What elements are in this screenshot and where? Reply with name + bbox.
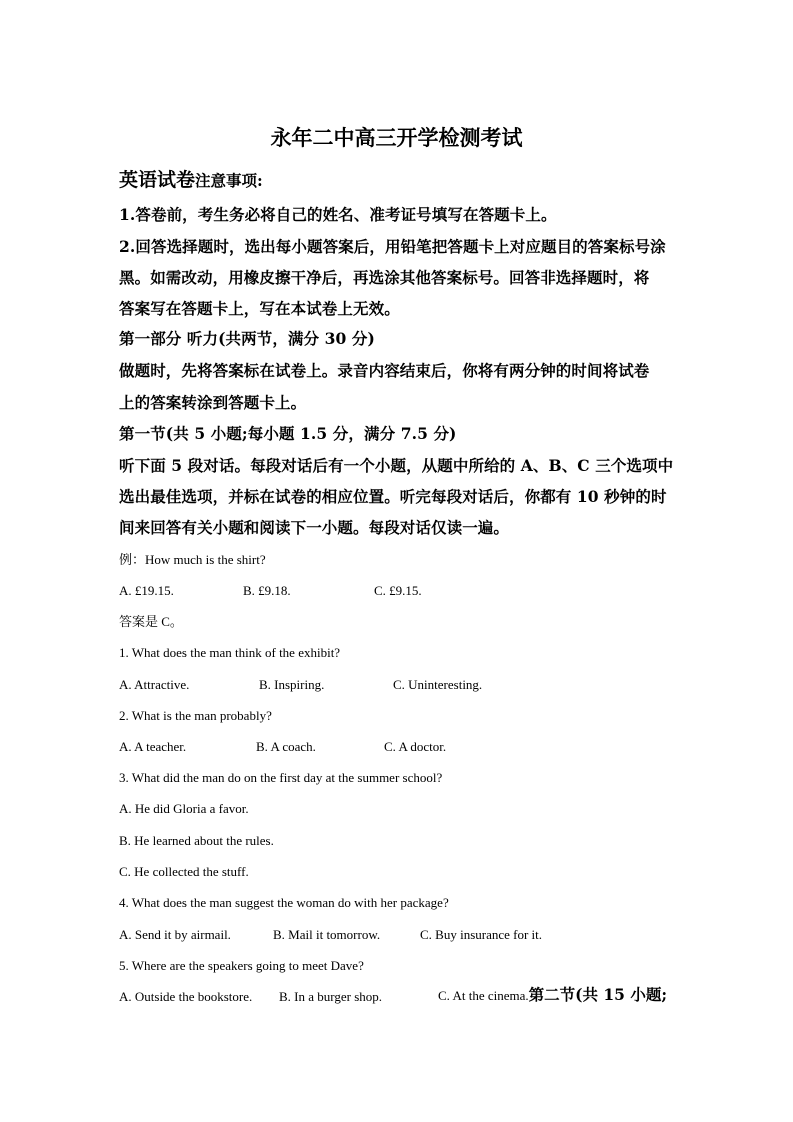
section2-heading-start: 第二节(共 15 小题; (528, 985, 668, 1004)
question-2-option-c: C. A doctor. (384, 739, 447, 754)
question-1-option-c: C. Uninteresting. (393, 677, 483, 692)
question-4-option-a: A. Send it by airmail. (119, 927, 231, 942)
paper-subject: 英语试卷 (119, 169, 196, 191)
instruction-2-line-c: 答案写在答题卡上，写在本试卷上无效。 (119, 299, 400, 318)
question-1: 1. What does the man think of the exhibit? (119, 645, 341, 660)
question-3-option-a: A. He did Gloria a favor. (119, 801, 249, 816)
question-3: 3. What did the man do on the first day at the summer school? (119, 770, 443, 785)
question-1-option-a: A. Attractive. (119, 677, 190, 692)
question-2-option-a: A. A teacher. (119, 739, 187, 754)
question-3-option-b: B. He learned about the rules. (119, 833, 274, 848)
example-option-b: B. £9.18. (243, 583, 291, 598)
question-5-option-c-line (438, 986, 667, 1005)
example-option-a: A. £19.15. (119, 583, 174, 598)
question-5-option-c: C. At the cinema. (438, 988, 529, 1003)
section1-desc-b: 选出最佳选项，并标在试卷的相应位置。听完每段对话后，你都有 10 秒钟的时 (119, 487, 667, 506)
part1-desc-a: 做题时，先将答案标在试卷上。录音内容结束后，你将有两分钟的时间将试卷 (119, 361, 650, 380)
section1-desc-a: 听下面 5 段对话。每段对话后有一个小题，从题中所给的 A、B、C 三个选项中 (119, 456, 674, 475)
question-4-option-b: B. Mail it tomorrow. (273, 927, 381, 942)
question-2-option-b: B. A coach. (256, 739, 316, 754)
question-4: 4. What does the man suggest the woman do with her package? (119, 895, 449, 910)
page-title: 永年二中高三开学检测考试 (270, 125, 523, 150)
question-5-option-a: A. Outside the bookstore. (119, 989, 253, 1004)
instruction-2-line-a: 2.回答选择题时，选出每小题答案后，用铅笔把答题卡上对应题目的答案标号涂 (119, 237, 666, 256)
question-5: 5. Where are the speakers going to meet Dave? (119, 958, 364, 973)
example-answer: 答案是 C。 (119, 614, 183, 629)
part1-heading: 第一部分 听力(共两节，满分 30 分) (119, 329, 375, 348)
question-1-option-b: B. Inspiring. (259, 677, 325, 692)
section1-heading: 第一节(共 5 小题;每小题 1.5 分，满分 7.5 分) (119, 424, 457, 443)
question-2: 2. What is the man probably? (119, 708, 272, 723)
notes-label: 注意事项: (195, 171, 263, 190)
section1-desc-c: 间来回答有关小题和阅读下一小题。每段对话仅读一遍。 (119, 518, 510, 537)
question-4-option-c: C. Buy insurance for it. (420, 927, 543, 942)
question-5-option-b: B. In a burger shop. (279, 989, 383, 1004)
question-3-option-c: C. He collected the stuff. (119, 864, 249, 879)
instruction-1: 1.答卷前，考生务必将自己的姓名、准考证号填写在答题卡上。 (119, 205, 557, 224)
example-option-c: C. £9.15. (374, 583, 422, 598)
part1-desc-b: 上的答案转涂到答题卡上。 (119, 393, 307, 412)
subtitle-line (119, 168, 263, 193)
example-question: 例：How much is the shirt? (119, 552, 266, 567)
instruction-2-line-b: 黑。如需改动，用橡皮擦干净后，再选涂其他答案标号。回答非选择题时，将 (119, 268, 650, 287)
